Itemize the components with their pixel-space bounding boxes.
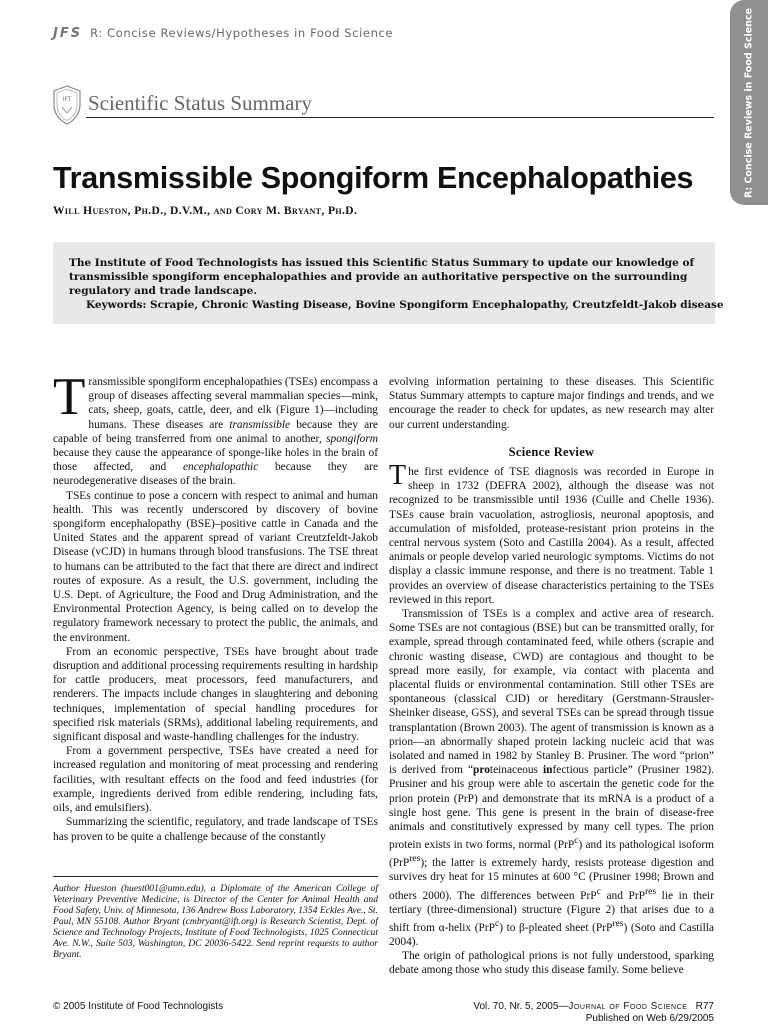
- paragraph: evolving information pertaining to these diseases. This Scientific Status Summary attempts to capture major findings and trends, and we encourage the reader to check for updates, as new research may alter our current understanding.: [389, 376, 714, 431]
- paragraph: The origin of pathological prions is not fully understood, sparking debate among those who study this disease family. Some believe: [389, 949, 714, 977]
- author-footnote: Author Hueston (huest001@umn.edu), a Diplomate of the American College of Veterinary Preventive Medicine, is Director of the Center for Animal Health and Food Safety, Univ. of Minnesota, 136 Andrew Boss Laboratory, 1354 Eckles Ave., St. Paul, MN 55108. Author Bryant (cmbryant@ift.org) is Research Scientist, Dept. of Science and Technology Projects, Institute of Food Technologists, 1025 Connecticut Ave. N.W., Suite 503, Washington, DC 20036-5422. Send reprint requests to author Bryant.: [53, 876, 378, 960]
- article-title: Transmissible Spongiform Encephalopathies: [53, 161, 694, 195]
- article-authors: Will Hueston, Ph.D., D.V.M., and Cory M. Bryant, Ph.D.: [53, 205, 358, 217]
- journal-name: Journal of Food Science: [568, 1001, 688, 1012]
- abstract-text: The Institute of Food Technologists has issued this Scientific Status Summary to update our knowledge of transmissible spongiform encephalopathies and provide an authoritative perspective on the surrounding regulatory and trade landscape.: [69, 257, 695, 297]
- body-column-left: [53, 368, 378, 844]
- paragraph: Transmission of TSEs is a complex and active area of research. Some TSEs are not contagious (BSE) but can be transmitted orally, for example, spread through contaminated feed, while others (scrapie and chronic wasting disease, CWD) are contagious and thought to be spread more easily, for example, via contact with placenta and placental fluids or environmental contamination. Still other TSEs are spontaneous (classical CJD) or hereditary (Gerstmann-Strausler-Sheinker disease, GSS), and several TSEs can be spread through tissue transplantation (Brown 2003). The agent of transmission is known as a prion—an abnormally shaped protein lacking nucleic acid that was isolated and named in 1982 by Stanley B. Prusiner. The word “prion” is derived from “proteinaceous infectious particle” (Prusiner 1982). Prusiner and his group were able to ascertain the genetic code for the prion protein (PrP) and demonstrate that its mRNA is a product of a single host gene. This gene is present in the brain of disease-free animals and constitutively expressed by many cell types. The prion protein exists in two forms, normal (PrP$^c$) and its pathological isoform (PrP$^{res}$); the latter is extremely hardy, resists protease digestion and survives dry heat for 15 minutes at 600 °C (Prusiner 1998; Brown and others 2000). The differences between PrP$^c$ and PrP$^{res}$ lie in their tertiary (three-dimensional) structure (Figure 2) that arises due to a shift from α-helix (PrP$^c$) to β-pleated sheet (PrP$^{res}$) (Soto and Castilla 2004).: [389, 608, 714, 948]
- paragraph: TSEs continue to pose a concern with respect to animal and human health. This was recently underscored by discovery of bovine spongiform encephalopathy (BSE)–positive cattle in Canada and the United States and the apparent spread of variant Creutzfeldt-Jakob Disease (vCJD) in humans through blood transfusions. The TSE threat to humans can be attributed to the fact that there are direct and indirect routes of exposure. As a result, the U.S. government, including the U.S. Dept. of Agriculture, the Food and Drug Administration, and the Environmental Protection Agency, is being called on to develop the regulatory framework necessary to protect the public, the animals, and the environment.: [53, 489, 378, 644]
- footer-citation: Vol. 70, Nr. 5, 2005—Journal of Food Science R77 Published on Web 6/29/2005: [473, 1001, 714, 1024]
- seal-text: IFT: [62, 96, 72, 103]
- journal-abbrev: JFS: [53, 26, 83, 41]
- footer-copyright: © 2005 Institute of Food Technologists: [53, 1001, 224, 1012]
- running-head: [53, 26, 393, 41]
- ift-seal-icon: [52, 85, 82, 125]
- abstract-box: [53, 242, 724, 324]
- section-title: Scientific Status Summary: [88, 91, 312, 115]
- drop-cap: T: [389, 460, 407, 492]
- paragraph: From an economic perspective, TSEs have brought about trade disruption and additional processing requirements resulting in hardship for cattle producers, meat processors, feed manufacturers, and renderers. The impacts include changes in slaughtering and deboning techniques, implementation of special handling procedures for specified risk materials (SRMs), additional labeling requirements, and significant disposal and waste-handling challenges for the industry.: [53, 645, 378, 744]
- paragraph: Summarizing the scientific, regulatory, and trade landscape of TSEs has proven to be quite a challenge because of the constantly: [53, 816, 378, 843]
- section-side-tab: [730, 0, 768, 205]
- page-number: R77: [695, 1001, 714, 1012]
- body-column-right: [389, 375, 714, 977]
- drop-cap: T: [53, 368, 86, 426]
- paragraph: Transmissible spongiform encephalopathies (TSEs) encompass a group of diseases affecting several mammalian species—mink, cats, sheep, goats, cattle, deer, and elk (Figure 1)—including humans. These diseases are transmissible because they are capable of being transferred from one animal to another, spongiform because they cause the appearance of sponge-like holes in the brain of those affected, and encephalopathic because they are neurodegenerative diseases of the brain.: [53, 368, 378, 488]
- abstract-keywords: Keywords: Scrapie, Chronic Wasting Disease, Bovine Spongiform Encephalopathy, Creutzfeldt-Jakob disease: [86, 299, 724, 311]
- paragraph: From a government perspective, TSEs have created a need for increased regulation and monitoring of meat processing and rendering facilities, with resultant effects on the food and feed industries (for example, ingredients derived from edible rendering, including fats, oils, and emulsifiers).: [53, 745, 378, 815]
- paragraph: The first evidence of TSE diagnosis was recorded in Europe in sheep in 1732 (DEFRA 2002), although the disease was not recognized to be transmissible until 1936 (Cuille and Chelle 1936). TSEs cause brain vacuolation, astrogliosis, neuronal apoptosis, and accumulation of misfolded, protease-resistant prion proteins in the central nervous system (Soto and Castilla 2004). As a result, affected animals or people develop varied neurologic symptoms. Victims do not display a classic immune response, and there is no treatment. Table 1 provides an overview of disease characteristics pertaining to the TSEs reviewed in this report.: [389, 460, 714, 606]
- running-head-section: R: Concise Reviews/Hypotheses in Food Science: [90, 26, 394, 40]
- side-tab-label: R: Concise Reviews in Food Science: [743, 7, 755, 198]
- header-rule: [86, 117, 714, 118]
- published-date: Published on Web 6/29/2005: [585, 1013, 714, 1024]
- section-heading: Science Review: [508, 444, 595, 459]
